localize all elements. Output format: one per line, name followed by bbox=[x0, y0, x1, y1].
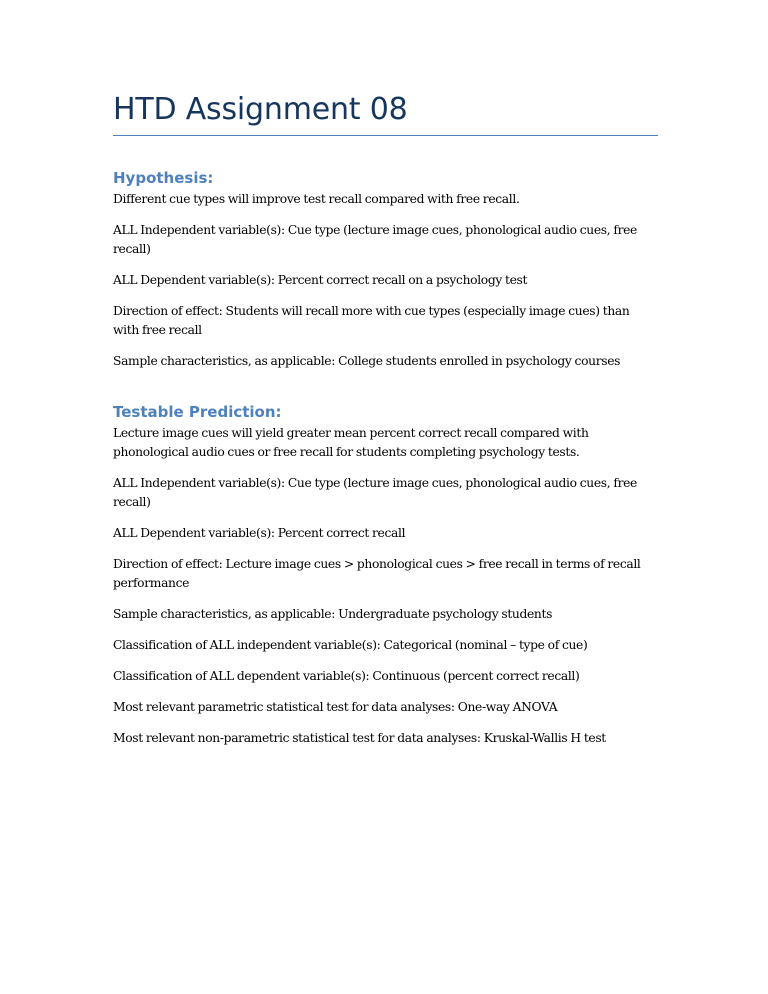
hypothesis-dependent-variables: ALL Dependent variable(s): Percent correct recall on a psychology test bbox=[113, 273, 528, 287]
hypothesis-independent-variables: ALL Independent variable(s): Cue type (lecture image cues, phonological audio cues, free recall) bbox=[113, 223, 637, 256]
document-title: HTD Assignment 08 bbox=[113, 92, 408, 127]
prediction-heading: Testable Prediction: bbox=[113, 403, 282, 421]
hypothesis-sample-characteristics: Sample characteristics, as applicable: College students enrolled in psychology courses bbox=[113, 354, 621, 368]
prediction-iv-classification: Classification of ALL independent variable(s): Categorical (nominal – type of cue) bbox=[113, 638, 588, 652]
hypothesis-heading: Hypothesis: bbox=[113, 169, 214, 187]
hypothesis-direction-of-effect: Direction of effect: Students will recall more with cue types (especially image cues) than with free recall bbox=[113, 304, 630, 337]
prediction-dv-classification: Classification of ALL dependent variable(s): Continuous (percent correct recall) bbox=[113, 669, 580, 683]
prediction-dependent-variables: ALL Dependent variable(s): Percent correct recall bbox=[113, 526, 406, 540]
prediction-sample-characteristics: Sample characteristics, as applicable: Undergraduate psychology students bbox=[113, 607, 553, 621]
prediction-independent-variables: ALL Independent variable(s): Cue type (lecture image cues, phonological audio cues, free recall) bbox=[113, 476, 637, 509]
hypothesis-section bbox=[113, 168, 658, 383]
hypothesis-statement: Different cue types will improve test recall compared with free recall. bbox=[113, 192, 520, 206]
prediction-statement: Lecture image cues will yield greater mean percent correct recall compared with phonological audio cues or free recall for students completing psychology tests. bbox=[113, 426, 589, 459]
prediction-nonparametric-test: Most relevant non-parametric statistical test for data analyses: Kruskal-Wallis H test bbox=[113, 731, 606, 745]
title-underline bbox=[113, 135, 658, 136]
prediction-direction-of-effect: Direction of effect: Lecture image cues > phonological cues > free recall in terms of recall performance bbox=[113, 557, 641, 590]
prediction-parametric-test: Most relevant parametric statistical test for data analyses: One-way ANOVA bbox=[113, 700, 558, 714]
prediction-section bbox=[113, 402, 658, 760]
